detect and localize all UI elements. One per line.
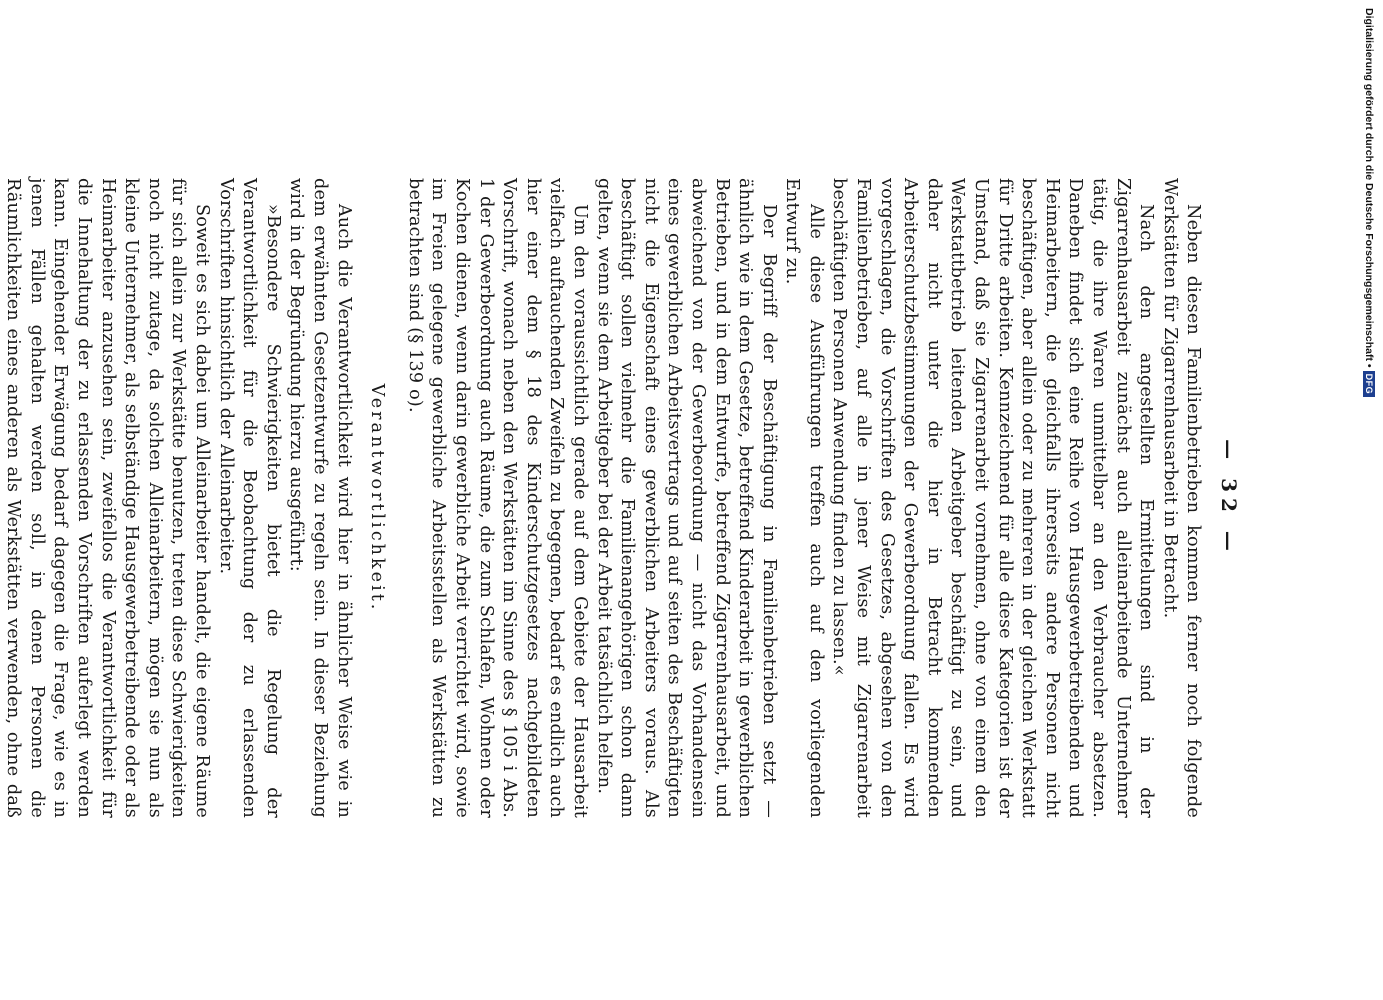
paragraph-5: Um den voraussichtlich gerade auf dem Gebiete der Hausarbeit vielfach auftauchenden Zweifeln zu begegnen, bedarf es endlich auch hier einer dem § 18 des Kinderschutzgesetzes nachgebildeten Vorschrift, wonach neben den Werkstätten im Sinne des § 105 i Abs. 1 der Gewerbeordnung auch Räume, die zum Schlafen, Wohnen oder Kochen dienen, wenn darin gewerbliche Arbeit verrichtet wird, sowie im Freien gelegene gewerbliche Arbeitsstellen als Werkstätten zu betrachten sind (§ 139 o). [404,178,590,818]
paragraph-2: Nach den angestellten Ermittelungen sind in der Zigarrenhausarbeit zunächst auch alleinarbeitende Unternehmer tätig, die ihre Waren unmittelbar an den Verbraucher absetzen. Daneben findet sich eine Reihe von Hausgewerbetreibenden und Heimarbeitern, die gleichfalls ihrerseits andere Personen nicht beschäftigen, aber allein oder zu mehreren in der gleichen Werkstatt für Dritte arbeiten. Kennzeichnend für alle diese Kategorien ist der Umstand, daß sie Zigarrenarbeit vornehmen, ohne von einem den Werkstattbetrieb leitenden Arbeitgeber beschäftigt zu sein, und daher nicht unter die hier in Betracht kommenden Arbeiterschutzbestimmungen der Gewerbeordnung fallen. Es wird vorgeschlagen, die Vorschriften des Gesetzes, abgesehen von den Familienbetrieben, auf alle in jener Weise mit Zigarrenarbeit beschäftigten Personen Anwendung finden zu lassen.« [829,178,1157,818]
paragraph-3: Alle diese Ausführungen treffen auch auf den vorliegenden Entwurf zu. [782,178,826,818]
paragraph-1: Neben diesen Familienbetrieben kommen ferner noch folgende Werkstätten für Zigarrenhausarbeit in Betracht. [1159,178,1204,818]
digitization-credit-line [1357,8,1381,395]
rotated-scanned-page [3,178,1241,838]
page-number: — 32 — [1217,439,1241,557]
page-content [3,178,1241,818]
paragraph-6: Auch die Verantwortlichkeit wird hier in ähnlicher Weise wie in dem erwähnten Gesetzentwurfe zu regeln sein. In dieser Beziehung wird in der Begründung hierzu ausgeführt: [286,178,354,818]
dfg-logo: DFG [1363,371,1375,398]
paragraph-8: Soweit es sich dabei um Alleinarbeiter handelt, die eigene Räume für sich allein zur Werkstätte benutzen, treten diese Schwierigkeiten noch nicht zutage, da solchen Alleinarbeitern, mögen sie nun als kleine Unternehmer, als selbständige Hausgewerbetreibende oder als Heimarbeiter anzusehen sein, zweifellos die Verantwortlichkeit für die Innehaltung der zu erlassenden Vorschriften auferlegt werden kann. Eingehender Erwägung bedarf dagegen die Frage, wie es in jenen Fällen gehalten werden soll, in denen Personen die Räumlichkeiten eines anderen als Werkstätten verwenden, ohne daß [3,178,213,818]
paragraph-4: Der Begriff der Beschäftigung in Familienbetrieben setzt — ähnlich wie in dem Gesetze, betreffend Kinderarbeit in gewerblichen Betrieben, und in dem Entwurfe, betreffend Zigarrenhausarbeit, und abweichend von der Gewerbeordnung — nicht das Vorhandensein eines gewerblichen Arbeitsvertrags und auf seiten des Beschäftigten nicht die Eigenschaft eines gewerblichen Arbeiters voraus. Als beschäftigt sollen vielmehr die Familienangehörigen schon dann gelten, wenn sie dem Arbeitgeber bei der Arbeit tatsächlich helfen. [593,178,779,818]
credit-text: Digitalisierung gefördert durch die Deutsche Forschungsgemeinschaft • [1363,8,1375,368]
paragraph-7: »Besondere Schwierigkeiten bietet die Regelung der Verantwortlichkeit für die Beobachtung der zu erlassenden Vorschriften hinsichtlich der Alleinarbeiter. [215,178,283,818]
text-column [0,178,1240,818]
digitization-credit [1357,8,1381,395]
section-heading: Verantwortlichkeit. [367,383,388,613]
